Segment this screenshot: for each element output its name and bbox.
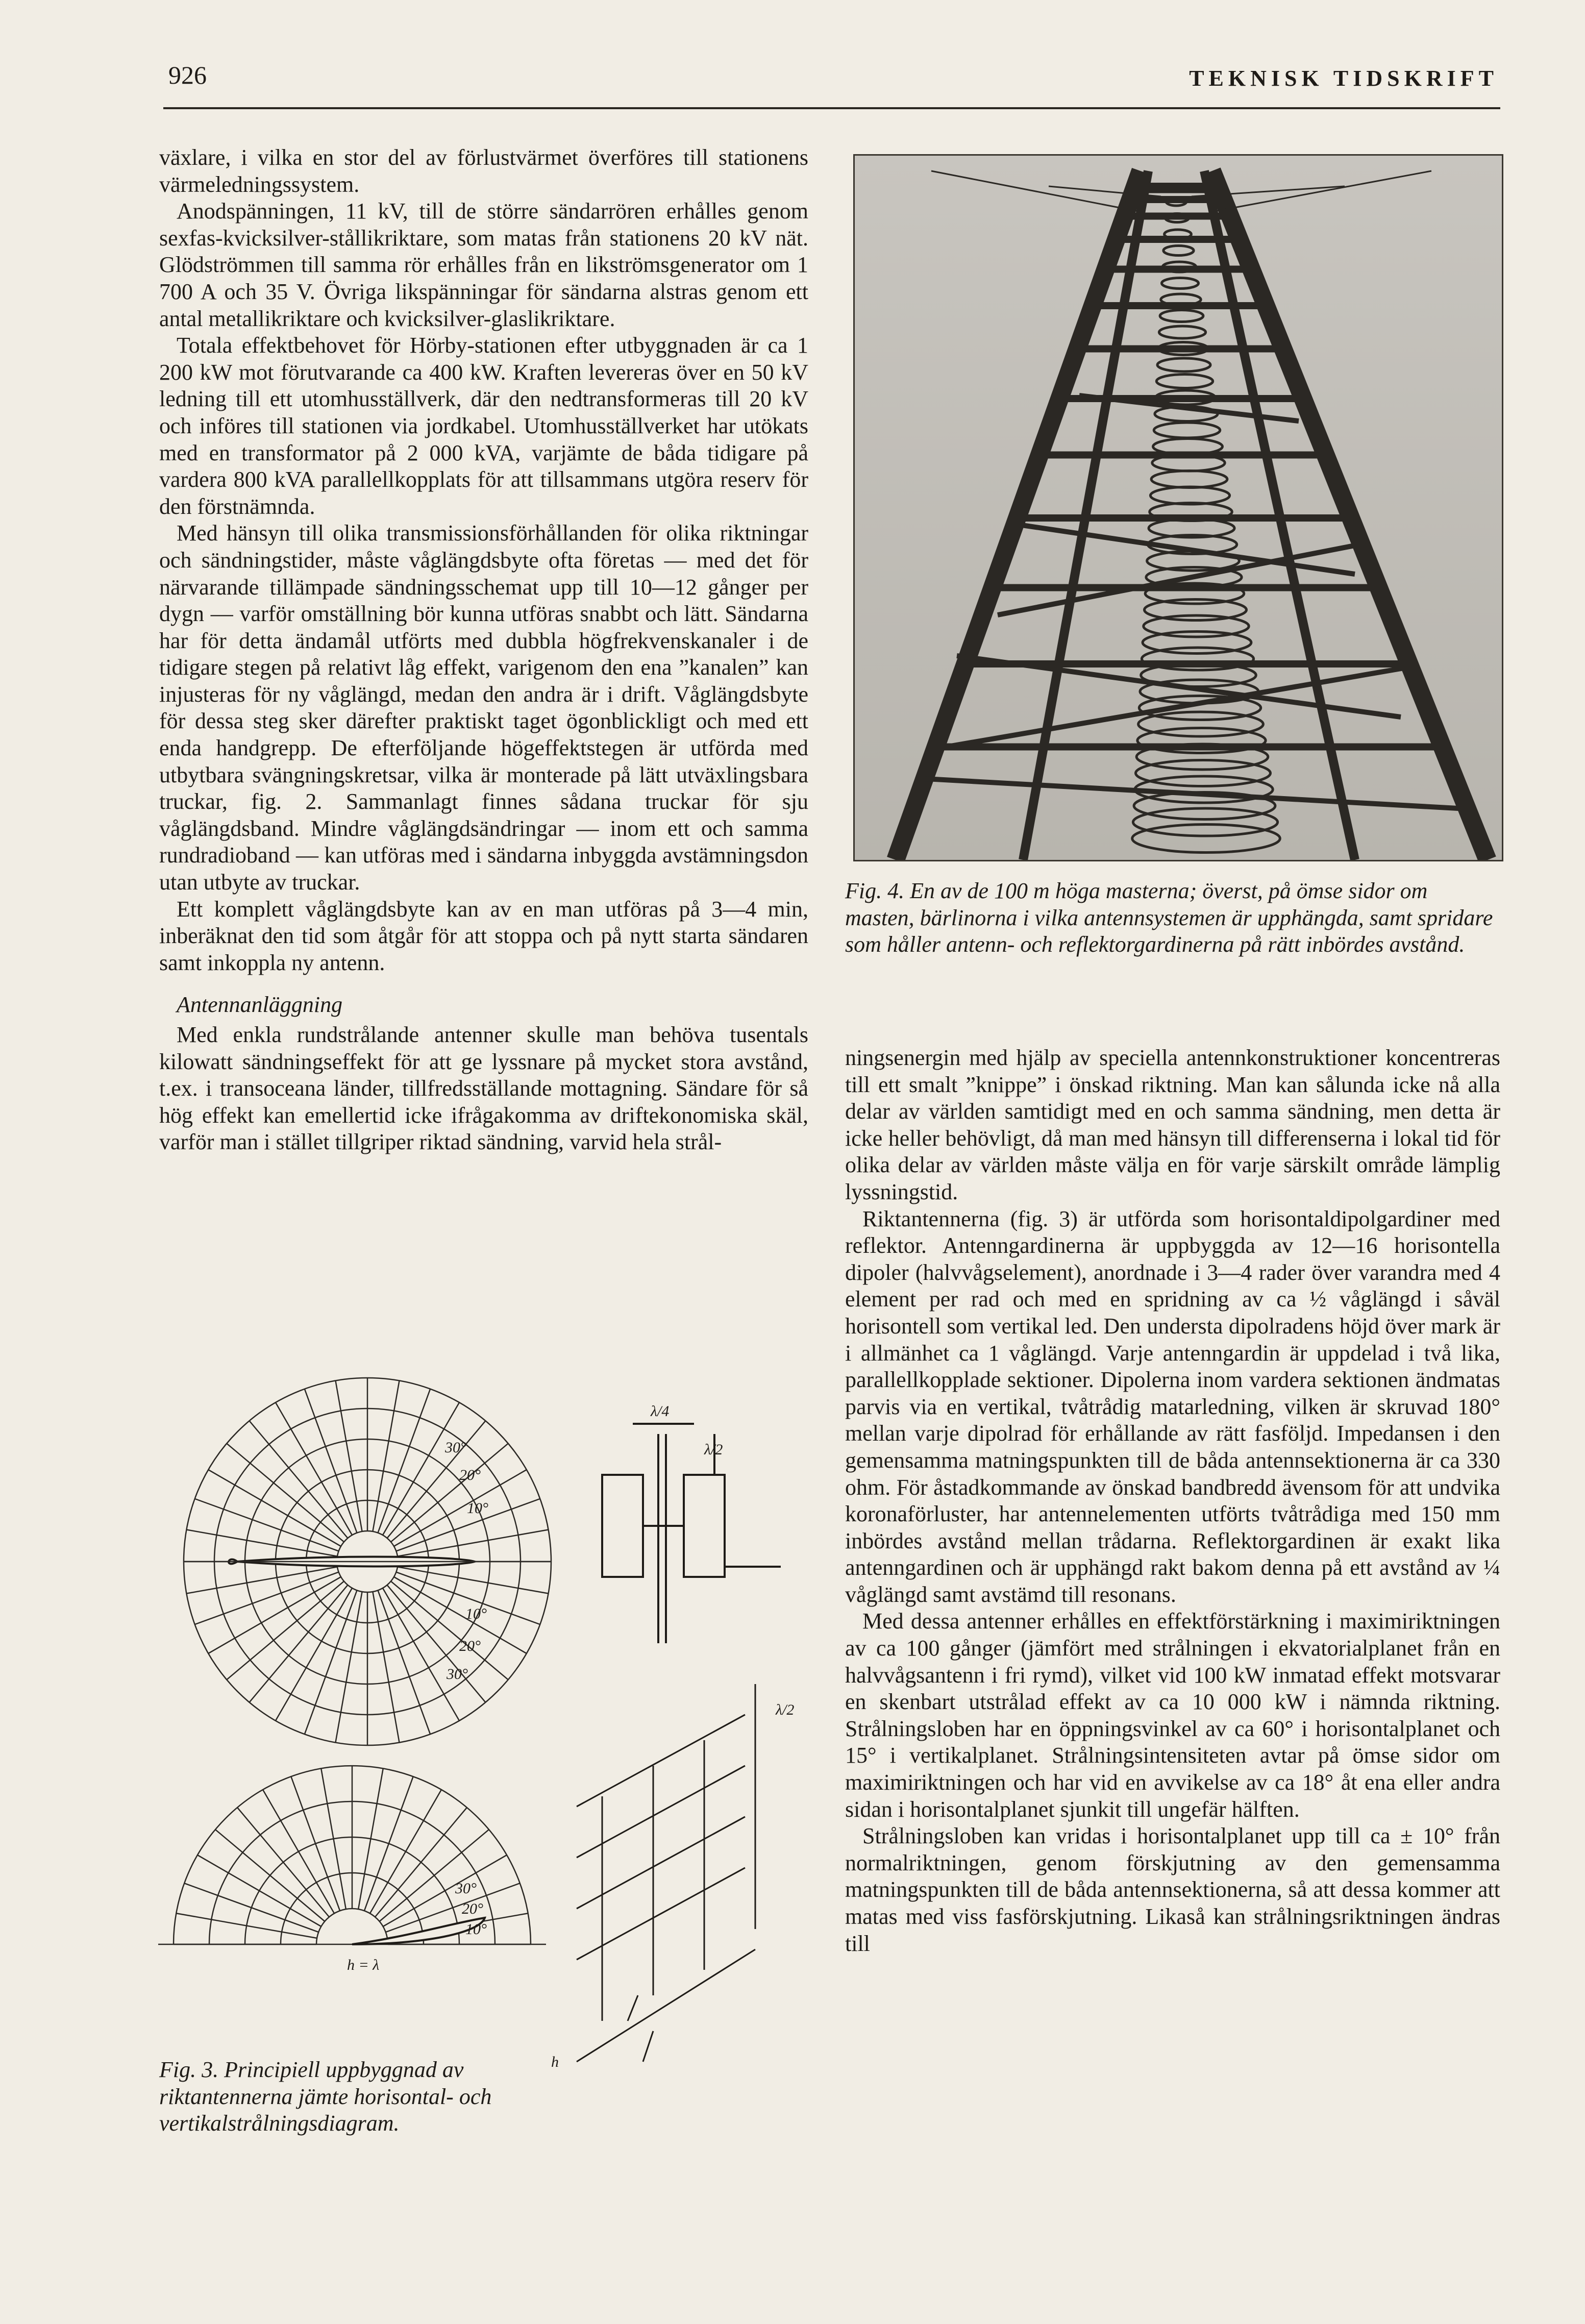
paragraph: Ett komplett våglängdsbyte kan av en man utföras på 3—4 min, inberäknat den tid som åtgår för att stoppa och på nytt starta sändaren samt inkoppla ny antenn. — [159, 896, 808, 975]
polar-spoke — [321, 1768, 346, 1909]
polar-spoke — [358, 1768, 383, 1909]
lambda-label: λ/4 — [651, 1403, 670, 1420]
height-label: h = λ — [347, 1957, 380, 1973]
paragraph: ningsenergin med hjälp av speciella antennkonstruktioner koncentreras till ett smalt ”knippe” i önskad riktning. Man kan sålunda icke nå alla delar av världen samtidigt med en och samma sändning, men detta är icke heller behövligt, då man med hänsyn till differenserna i lokal tid för olika delar av världen måste välja en för varje särskilt område lämplig lyssningstid. — [845, 1045, 1500, 1204]
paragraph: Strålningsloben kan vridas i horisontalplanet upp till ca ± 10° från normalriktningen, genom förskjutning av den gemensamma matningspunkten till de båda antennsektionerna, så att dessa kommer att matas med viss fasförskjutning. Likaså kan strålningsriktningen ändras till — [845, 1823, 1500, 1956]
angle-label: 10° — [465, 1921, 487, 1938]
polar-spoke — [250, 1421, 348, 1538]
vertical-radiation-lobe — [352, 1918, 485, 1944]
journal-title: TEKNISK TIDSKRIFT — [1189, 66, 1498, 91]
paragraph: Med dessa antenner erhålles en effektförstärkning i maximiriktningen av ca 100 gånger (jämfört med strålningen i ekvatorialplanet från en halvvågsantenn i fri rymd), vilket vid 100 kW inmatad effekt motsvarar en skenbart utstrålad effekt av ca 10 000 kW i nämnda riktning. Strålningsloben har en öppningsvinkel av ca 60° i horisontalplanet och 15° i vertikalplanet. Strålningsintensiteten avtar på ömse sidor om maximiriktningen och har vid en avvikelse av ca 18° åt ena eller andra sidan i horisontalplanet sjunkit till ungefär hälften. — [845, 1609, 1500, 1822]
section-heading: Antennanläggning — [177, 992, 343, 1018]
dipole-sketch — [602, 1424, 781, 1643]
polar-spoke — [391, 1444, 508, 1542]
polar-spoke — [391, 1581, 508, 1680]
fig4-caption: Fig. 4. En av de 100 m höga masterna; överst, på ömse sidor om masten, bärlinorna i vilka antennsystemen är upphängda, samt spridare som håller antenn- och reflektorgardinerna på rätt inbördes avstånd. — [845, 878, 1493, 957]
polar-spoke — [227, 1444, 344, 1542]
paragraph: växlare, i vilka en stor del av förlustvärmet överföres till stationens värmeledningssystem. — [159, 145, 808, 197]
polar-spoke — [364, 1776, 413, 1911]
angle-label: 20° — [459, 1638, 481, 1654]
polar-spoke — [184, 1883, 318, 1932]
angle-label: 30° — [447, 1666, 468, 1683]
angle-label: 10° — [465, 1605, 487, 1622]
angle-label: 30° — [445, 1439, 466, 1456]
height-label: h — [551, 2054, 559, 2070]
angle-label: 20° — [459, 1467, 481, 1484]
lambda-label: λ/2 — [704, 1441, 723, 1458]
polar-spoke — [250, 1585, 348, 1702]
page-number: 926 — [168, 61, 207, 89]
mast-photo — [853, 154, 1503, 861]
right-column — [845, 1045, 1500, 1957]
angle-label: 20° — [462, 1900, 483, 1917]
paragraph: Med enkla rundstrålande antenner skulle man behöva tusentals kilowatt sändningseffekt för att ge lyssnare på mycket stora avstånd, t.ex. i transoceana länder, tillfredsställande mottagning. Sändare för så hög effekt kan emellertid icke ifrågakomma av driftekonomiska skäl, varför man i stället tillgriper riktad sändning, varvid hela strål- — [159, 1022, 808, 1155]
header-rule — [163, 107, 1500, 109]
paragraph: Riktantennerna (fig. 3) är utförda som horisontaldipolgardiner med reflektor. Antenngardinerna är uppbyggda av 12—16 horisontella dipoler (halvvågselement), anordnade i 3—4 rader över varandra med 4 element per rad och med en spridning av ca ½ våglängd i såväl horisontell som vertikal led. Den understa dipolradens höjd över mark är i allmänhet ca 1 våglängd. Varje antenngardin är uppdelad i två lika, parallellkopplade sektioner. Dipolerna inom vardera sektionen ändmatas parvis via en vertikal, tvåtrådig matarledning, vilken är skruvad 180° mellan varje dipolrad för erhållande av rätt fasföljd. Impedansen i den gemensamma matningspunkten till de båda antennsektionerna är ca 330 ohm. För åstadkommande av önskad bandbredd ävensom för att undvika koronaförluster, har antennelementen utförts tvåtrådiga med 150 mm inbördes avstånd mellan trådarna. Reflektorgardinen är exakt lika antenngardinen och är upphängd rakt bakom denna på ett avstånd av ¼ våglängd samt avstämd till resonans. — [845, 1206, 1500, 1607]
polar-spoke — [291, 1776, 340, 1911]
curtain-sketch — [577, 1684, 755, 2062]
lambda-label: λ/2 — [776, 1701, 795, 1718]
paragraph: Anodspänningen, 11 kV, till de större sändarrören erhålles genom sexfas-kvicksilver-stållikriktare, som matas från stationens 20 kV nät. Glödströmmen till samma rör erhålles från en likströmsgenerator om 1 700 A och 35 V. Övriga likspänningar för sändarna alstras genom ett antal metallikriktare och kvicksilver-glaslikriktare. — [159, 199, 808, 331]
angle-label: 10° — [467, 1500, 488, 1517]
fig3-caption: Fig. 3. Principiell uppbyggnad av riktantennerna jämte horisontal- och vertikalstrålningsdiagram. — [159, 2057, 492, 2136]
angle-label: 30° — [455, 1880, 477, 1897]
fig3-diagram — [122, 1357, 816, 2123]
polar-spoke — [227, 1581, 344, 1680]
left-column — [159, 144, 808, 1156]
paragraph: Med hänsyn till olika transmissionsförhållanden för olika riktningar och sändningstider, måste våglängdsbyte ofta företas — med det för närvarande tillämpade sändningsschemat upp till 10—12 gånger per dygn — varför omställning bör kunna utföras snabbt och lätt. Sändarna har för detta ändamål utförts med dubbla högfrekvenskanaler i de tidigare stegen på relativt låg effekt, varigenom den ena ”kanalen” kan injusteras för ny våglängd, medan den andra är i drift. Våglängdsbyte för dessa steg sker därefter praktiskt taget ögonblickligt och med ett enda handgrepp. De efterföljande högeffektstegen är utförda med utbytbara svängningskretsar, vilka är monterade på lätt utväxlingsbara truckar, fig. 2. Sammanlagt finnes sådana truckar för sju våglängdsband. Mindre våglängdsändringar — inom ett och samma rundradioband — kan utföras med i sändarna inbyggda avstämningsdon utan utbyte av truckar. — [159, 521, 808, 895]
paragraph: Totala effektbehovet för Hörby-stationen efter utbyggnaden är ca 1 200 kW mot förutvarande ca 400 kW. Kraften levereras över en 50 kV ledning till ett utomhusställverk, där den nedtransformeras till 20 kV och införes till stationen via jordkabel. Utomhusställverket har utökats med en transformator på 2 000 kVA, varjämte de båda tidigare på vardera 800 kVA parallellkopplats för att tillsammans utgöra reserv för den förstnämnda. — [159, 333, 808, 519]
polar-spoke — [176, 1913, 317, 1938]
